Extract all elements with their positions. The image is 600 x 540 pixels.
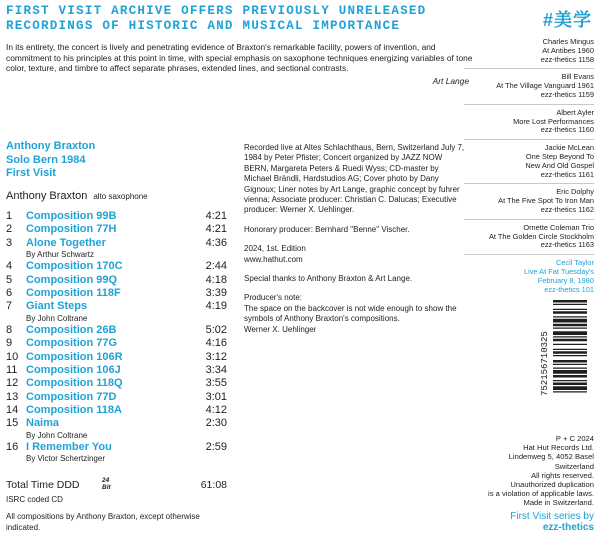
series-item-line: Charles Mingus	[542, 37, 594, 46]
series-item-line: At Antibes 1960	[542, 45, 594, 55]
series-item-line: At The Five Spot To Iron Man	[498, 196, 594, 206]
barcode-bar	[553, 336, 587, 337]
series-item-line: Jackie McLean	[544, 143, 594, 153]
track-row	[6, 377, 231, 390]
track-duration: 3:34	[205, 363, 227, 376]
track-number: 8	[6, 323, 13, 336]
track-number: 3	[6, 236, 13, 249]
track-number: 15	[6, 417, 19, 430]
track-row	[6, 391, 231, 404]
series-item-current	[464, 259, 594, 298]
barcode-bar	[553, 316, 587, 317]
credits-paragraph: 2024, 1st. Edition www.hathut.com	[244, 244, 306, 264]
bit-depth-badge	[102, 477, 111, 491]
copyright-line: Unauthorized duplication	[510, 480, 594, 490]
track-duration: 4:36	[205, 236, 227, 249]
series-item-line: ezz-thetics 1160	[540, 125, 594, 135]
track-duration: 4:16	[205, 337, 227, 350]
barcode-bar	[553, 304, 587, 305]
track-number: 4	[6, 260, 13, 273]
track-duration: 2:30	[205, 417, 227, 430]
credits-paragraph: Recorded live at Altes Schlachthaus, Bern, Switzerland July 7, 1984 by Peter Pfister; Concert organized by JAZZ NOW BERN, Margareta Peters & Ruedi Wyss; CD-master by Michael Brändli, Hardstudios AG; Cover photo by Dany Gignoux; Liner notes by Art Lange, graphic concept by fuhrer vienna; Associate producer: Christian C. Dalucas; Executive producer: Werner X. Uehlinger.	[244, 143, 465, 215]
track-duration: 3:55	[205, 377, 227, 390]
composition-note: All compositions by Anthony Braxton, except otherwise indicated.	[6, 512, 200, 532]
barcode-bar	[553, 351, 587, 354]
series-item-line: ezz-thetics 1159	[540, 89, 594, 99]
track-row	[6, 404, 231, 417]
track-number: 12	[6, 377, 19, 390]
barcode-bar	[553, 364, 587, 365]
track-title: Composition 118Q	[26, 377, 123, 390]
track-composer: By John Coltrane	[26, 313, 88, 323]
track-title: Composition 118F	[26, 286, 121, 299]
barcode-bar	[553, 324, 587, 327]
track-number: 5	[6, 273, 13, 286]
track-row	[6, 287, 231, 300]
headline	[6, 4, 476, 34]
track-duration: 2:44	[205, 260, 227, 273]
track-duration: 3:12	[205, 350, 227, 363]
track-duration: 4:19	[205, 300, 227, 313]
series-item	[464, 73, 594, 104]
headline-line: RECORDINGS OF HISTORIC AND MUSICAL IMPORTANCE	[6, 19, 401, 33]
track-row	[6, 223, 231, 236]
track-number: 10	[6, 350, 19, 363]
performer-line	[6, 190, 148, 202]
track-title: I Remember You	[26, 440, 112, 453]
barcode-digits: 752156710325	[540, 331, 550, 397]
ezz-thetics-logo: #美学	[542, 10, 592, 30]
total-time-row	[6, 479, 231, 493]
track-title: Composition 26B	[26, 323, 117, 336]
tagline-brand: ezz-thetics	[542, 522, 594, 533]
barcode-bar	[553, 375, 587, 378]
bit-depth-label: Bit	[102, 484, 111, 491]
bit-depth-number: 24	[102, 477, 110, 484]
track-duration: 3:39	[205, 286, 227, 299]
series-tagline	[510, 511, 594, 533]
track-row	[6, 441, 231, 454]
series-item	[464, 188, 594, 219]
barcode-bar	[553, 349, 587, 350]
track-row	[6, 237, 231, 250]
track-number: 6	[6, 286, 13, 299]
track-number: 14	[6, 404, 19, 417]
album-title	[6, 140, 95, 181]
track-duration: 3:01	[205, 390, 227, 403]
series-item-line: ezz-thetics 101	[544, 284, 594, 294]
series-item-line: New And Old Gospel	[525, 160, 594, 170]
series-item-line: Cecil Taylor	[555, 258, 594, 268]
track-row	[6, 210, 231, 223]
barcode-bar	[553, 360, 587, 363]
credits-paragraph: Producer's note: The space on the backcover is not wide enough to show the symbols of Anthony Braxton's compositions. Werner X. Uehlinger	[244, 293, 457, 334]
series-item-line: Live At Fat Tuesday's	[523, 266, 594, 276]
copyright-line: Switzerland	[554, 461, 594, 471]
barcode-bar	[553, 319, 587, 323]
series-item	[464, 144, 594, 184]
series-item-line: Bill Evans	[561, 72, 594, 82]
intro-text: In its entirety, the concert is lively and penetrating evidence of Braxton's remarkable facility, powers of invention, and commitment to his principles at this point in time, with special emphasis on saxophone techniques energizing variables of tone color, texture, and timbre to affect separate phrases, extended lines, and sectional contrasts.	[6, 42, 473, 74]
track-number: 16	[6, 440, 19, 453]
track-duration: 4:18	[205, 273, 227, 286]
intro-signature: Art Lange	[432, 76, 469, 86]
series-item-line: More Lost Performances	[513, 116, 594, 126]
barcode-bar	[553, 309, 587, 310]
track-title: Composition 118A	[26, 404, 122, 417]
track-list	[6, 210, 231, 464]
track-row	[6, 274, 231, 287]
performer-name: Anthony Braxton	[6, 190, 88, 202]
track-row	[6, 300, 231, 313]
series-item	[464, 224, 594, 255]
barcode-bar	[553, 368, 587, 369]
track-row	[6, 417, 231, 430]
series-item-line: Ornette Coleman Trio	[523, 222, 594, 232]
series-item-line: At The Golden Circle Stockholm	[488, 231, 594, 241]
series-item-line: February 8, 1980	[537, 275, 594, 285]
track-number: 13	[6, 390, 19, 403]
copyright-line: is a violation of applicable laws.	[488, 489, 594, 499]
barcode-bar	[553, 328, 587, 329]
total-time-value: 61:08	[200, 479, 227, 491]
track-title: Composition 106R	[26, 350, 123, 363]
copyright-line: Lindenweg 5, 4052 Basel	[508, 452, 594, 462]
barcode-bar	[553, 380, 587, 381]
track-duration: 5:02	[205, 323, 227, 336]
track-title: Composition 77D	[26, 390, 117, 403]
track-title: Composition 170C	[26, 260, 123, 273]
isrc-note: ISRC coded CD	[6, 495, 63, 504]
track-row	[6, 364, 231, 377]
series-item-line: ezz-thetics 1162	[540, 204, 594, 214]
track-title: Composition 99B	[26, 210, 117, 222]
track-number: 9	[6, 337, 13, 350]
track-duration: 4:12	[205, 404, 227, 417]
track-composer: By Victor Schertzinger	[26, 454, 105, 464]
barcode-bar	[553, 386, 587, 390]
track-number: 1	[6, 210, 13, 222]
track-duration: 4:21	[205, 223, 227, 236]
track-title: Composition 106J	[26, 363, 121, 376]
copyright-line: Made in Switzerland.	[523, 498, 594, 508]
barcode-bar	[553, 300, 587, 303]
track-title: Composition 99Q	[26, 273, 118, 286]
barcode-bar	[553, 331, 587, 335]
track-title: Alone Together	[26, 236, 106, 249]
track-duration: 4:21	[205, 210, 227, 222]
track-number: 11	[6, 363, 18, 376]
track-composer: By Arthur Schwartz	[26, 250, 95, 260]
series-list	[464, 38, 594, 302]
track-title: Naima	[26, 417, 60, 430]
copyright-line: Hat Hut Records Ltd.	[523, 443, 594, 453]
barcode-bar	[553, 370, 587, 374]
credits-paragraph: Special thanks to Anthony Braxton & Art Lange.	[244, 274, 413, 284]
performer-instrument: alto saxophone	[93, 192, 148, 201]
series-item-line: Albert Ayler	[556, 107, 594, 117]
series-item-line: ezz-thetics 1163	[540, 240, 594, 250]
credits-block	[244, 143, 466, 344]
series-item	[464, 109, 594, 140]
series-item-line: ezz-thetics 1161	[540, 169, 594, 179]
barcode-bar	[553, 311, 587, 314]
series-item-line: Eric Dolphy	[556, 187, 594, 197]
copyright-line: All rights reserved.	[531, 470, 594, 480]
copyright-block	[488, 434, 594, 508]
track-duration: 2:59	[205, 440, 227, 453]
track-row	[6, 260, 231, 273]
album-artist: Anthony Braxton	[6, 140, 96, 152]
series-item-line: ezz-thetics 1158	[540, 54, 594, 64]
barcode-bar	[553, 339, 587, 342]
track-title: Giant Steps	[26, 300, 88, 313]
series-item-line: One Step Beyond To	[525, 151, 594, 161]
credits-paragraph: Honorary producer: Bernhard "Benne" Vischer.	[244, 224, 410, 234]
track-title: Composition 77G	[26, 337, 118, 350]
series-item	[464, 38, 594, 69]
track-number: 2	[6, 223, 13, 236]
track-number: 7	[6, 300, 13, 313]
barcode-bar	[553, 383, 587, 386]
tagline-line1: First Visit series by	[510, 511, 594, 522]
album-name: Solo Bern 1984	[6, 153, 86, 166]
barcode-bar	[553, 344, 587, 345]
total-time-label: Total Time DDD	[6, 479, 80, 491]
barcode-bar	[553, 391, 587, 392]
barcode-bar	[553, 355, 587, 356]
track-row	[6, 337, 231, 350]
album-series: First Visit	[6, 167, 56, 179]
barcode	[553, 300, 587, 428]
track-row	[6, 351, 231, 364]
track-title: Composition 77H	[26, 223, 117, 236]
headline-line: FIRST VISIT ARCHIVE OFFERS PREVIOUSLY UNRELEASED	[6, 4, 427, 18]
track-composer: By John Coltrane	[26, 430, 88, 440]
copyright-line: P + C 2024	[555, 434, 594, 443]
track-row	[6, 324, 231, 337]
series-item-line: At The Village Vanguard 1961	[496, 81, 594, 91]
